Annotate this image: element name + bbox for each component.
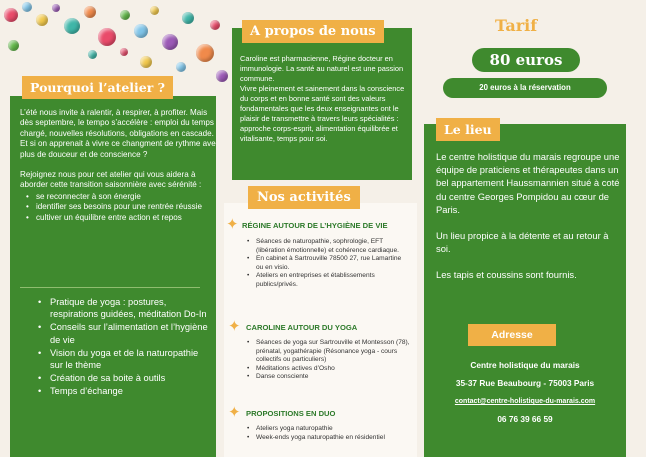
list-item: • Week-ends yoga naturopathie en résidentiel	[244, 434, 410, 443]
bubble	[8, 40, 19, 51]
place-title: Le lieu	[436, 118, 500, 141]
why-title: Pourquoi l’atelier ?	[22, 76, 173, 99]
sparkle-icon: ✦	[228, 318, 241, 335]
list-item: • Séances de naturopathie, sophrologie, EFT (libération émotionnelle) et cohérence cardiaque.	[244, 238, 410, 255]
phone-number: 06 76 39 66 59	[497, 414, 553, 424]
address-block	[428, 360, 622, 432]
bubble	[88, 50, 97, 59]
program-list	[38, 296, 213, 399]
section-list	[244, 425, 410, 442]
sparkle-icon: ✦	[228, 404, 241, 421]
section-heading: CAROLINE AUTOUR DU YOGA	[246, 323, 358, 332]
bubble	[84, 6, 96, 18]
about-p1: Caroline est pharmacienne, Régine docteur en immunologie. La santé au naturel est une passion commune.	[240, 54, 404, 83]
bubble	[176, 62, 186, 72]
section-heading: PROPOSITIONS EN DUO	[246, 409, 336, 418]
place-text	[436, 150, 620, 295]
place-p1: Le centre holistique du marais regroupe une équipe de praticiens et thérapeutes dans un bel appartement Haussmannien situé à coté du centre Georges Pompidou au cœur de Paris.	[436, 151, 620, 215]
activities-title: Nos activités	[248, 186, 360, 209]
place-p2: Un lieu propice à la détente et au retour à soi.	[436, 230, 609, 255]
about-title: A propos de nous	[242, 20, 384, 43]
why-text	[20, 108, 216, 223]
place-p3: Les tapis et coussins sont fournis.	[436, 269, 577, 281]
bubble	[134, 24, 148, 38]
section-list	[244, 339, 410, 382]
list-item: • Temps d’échange	[38, 385, 213, 397]
address-title: Adresse	[468, 324, 556, 346]
bubble	[52, 4, 60, 12]
bubble	[196, 44, 214, 62]
street-address: 35-37 Rue Beaubourg - 75003 Paris	[455, 378, 595, 388]
email-link[interactable]: contact@centre-holistique-du-marais.com	[454, 398, 596, 405]
bubble	[162, 34, 178, 50]
bubble	[4, 8, 18, 22]
list-item: • Séances de yoga sur Sartrouville et Montesson (78), prénatal, yogathérapie (Résonance yoga - cours collectifs ou particuliers)	[244, 339, 410, 365]
list-item: • se reconnecter à son énergie	[20, 192, 216, 202]
list-item: • Vision du yoga et de la naturopathie sur le thème	[38, 347, 213, 371]
section-list	[244, 238, 410, 290]
list-item: • Ateliers yoga naturopathie	[244, 425, 410, 434]
list-item: • Ateliers en entreprises et établissements publics/privés.	[244, 272, 410, 289]
why-intro: L’été nous invite à ralentir, à respirer, à profiter. Mais dès septembre, le tempo s’accélère : emploi du temps chargé, nouvelles résolutions, obligations en cascade. Et si on apprenait à vivre ce changment de rythme ave plus de douceur et de conscience ?	[20, 108, 216, 159]
list-item: • Danse consciente	[244, 373, 410, 382]
bubble	[36, 14, 48, 26]
deposit-badge: 20 euros à la réservation	[443, 78, 607, 98]
section-heading: RÉGINE AUTOUR DE L’HYGIÈNE DE VIE	[242, 221, 388, 230]
about-p2: Vivre pleinement et sainement dans la conscience du corps et en bonne santé sont des valeurs fondamentales que les deux enseignantes ont le plaisir de transmettre à travers leurs spécialités : approche corps-esprit, alimentation équilibrée et vitalisante, temps pour soi.	[240, 84, 405, 143]
list-item: • Conseils sur l’alimentation et l’hygiène de vie	[38, 321, 213, 345]
bubble	[140, 56, 152, 68]
divider	[20, 287, 200, 288]
list-item: • Pratique de yoga : postures, respirations guidées, méditation Do-In	[38, 296, 213, 320]
why-invite: Rejoignez nous pour cet atelier qui vous aidera à aborder cette transition saisonnière avec sérénité :	[20, 170, 202, 190]
list-item: • Création de sa boite à outils	[38, 372, 213, 384]
venue-name: Centre holistique du marais	[470, 360, 580, 370]
list-item: • En cabinet à Sartrouville 78500 27, rue Lamartine ou en visio.	[244, 255, 410, 272]
bubble	[64, 18, 80, 34]
bubble	[210, 20, 220, 30]
bubble	[182, 12, 194, 24]
bubble	[216, 70, 228, 82]
bubble	[98, 28, 116, 46]
sparkle-icon: ✦	[226, 216, 239, 233]
bubble	[120, 10, 130, 20]
list-item: • identifier ses besoins pour une rentrée réussie	[20, 202, 216, 212]
goals-list	[20, 192, 216, 223]
price-badge: 80 euros	[472, 48, 580, 72]
bubble	[22, 2, 32, 12]
bubble	[150, 6, 159, 15]
list-item: • Méditations actives d’Osho	[244, 365, 410, 374]
bubble	[120, 48, 128, 56]
about-text	[240, 54, 408, 144]
pricing-title: Tarif	[495, 16, 538, 35]
list-item: • cultiver un équilibre entre action et repos	[20, 213, 216, 223]
